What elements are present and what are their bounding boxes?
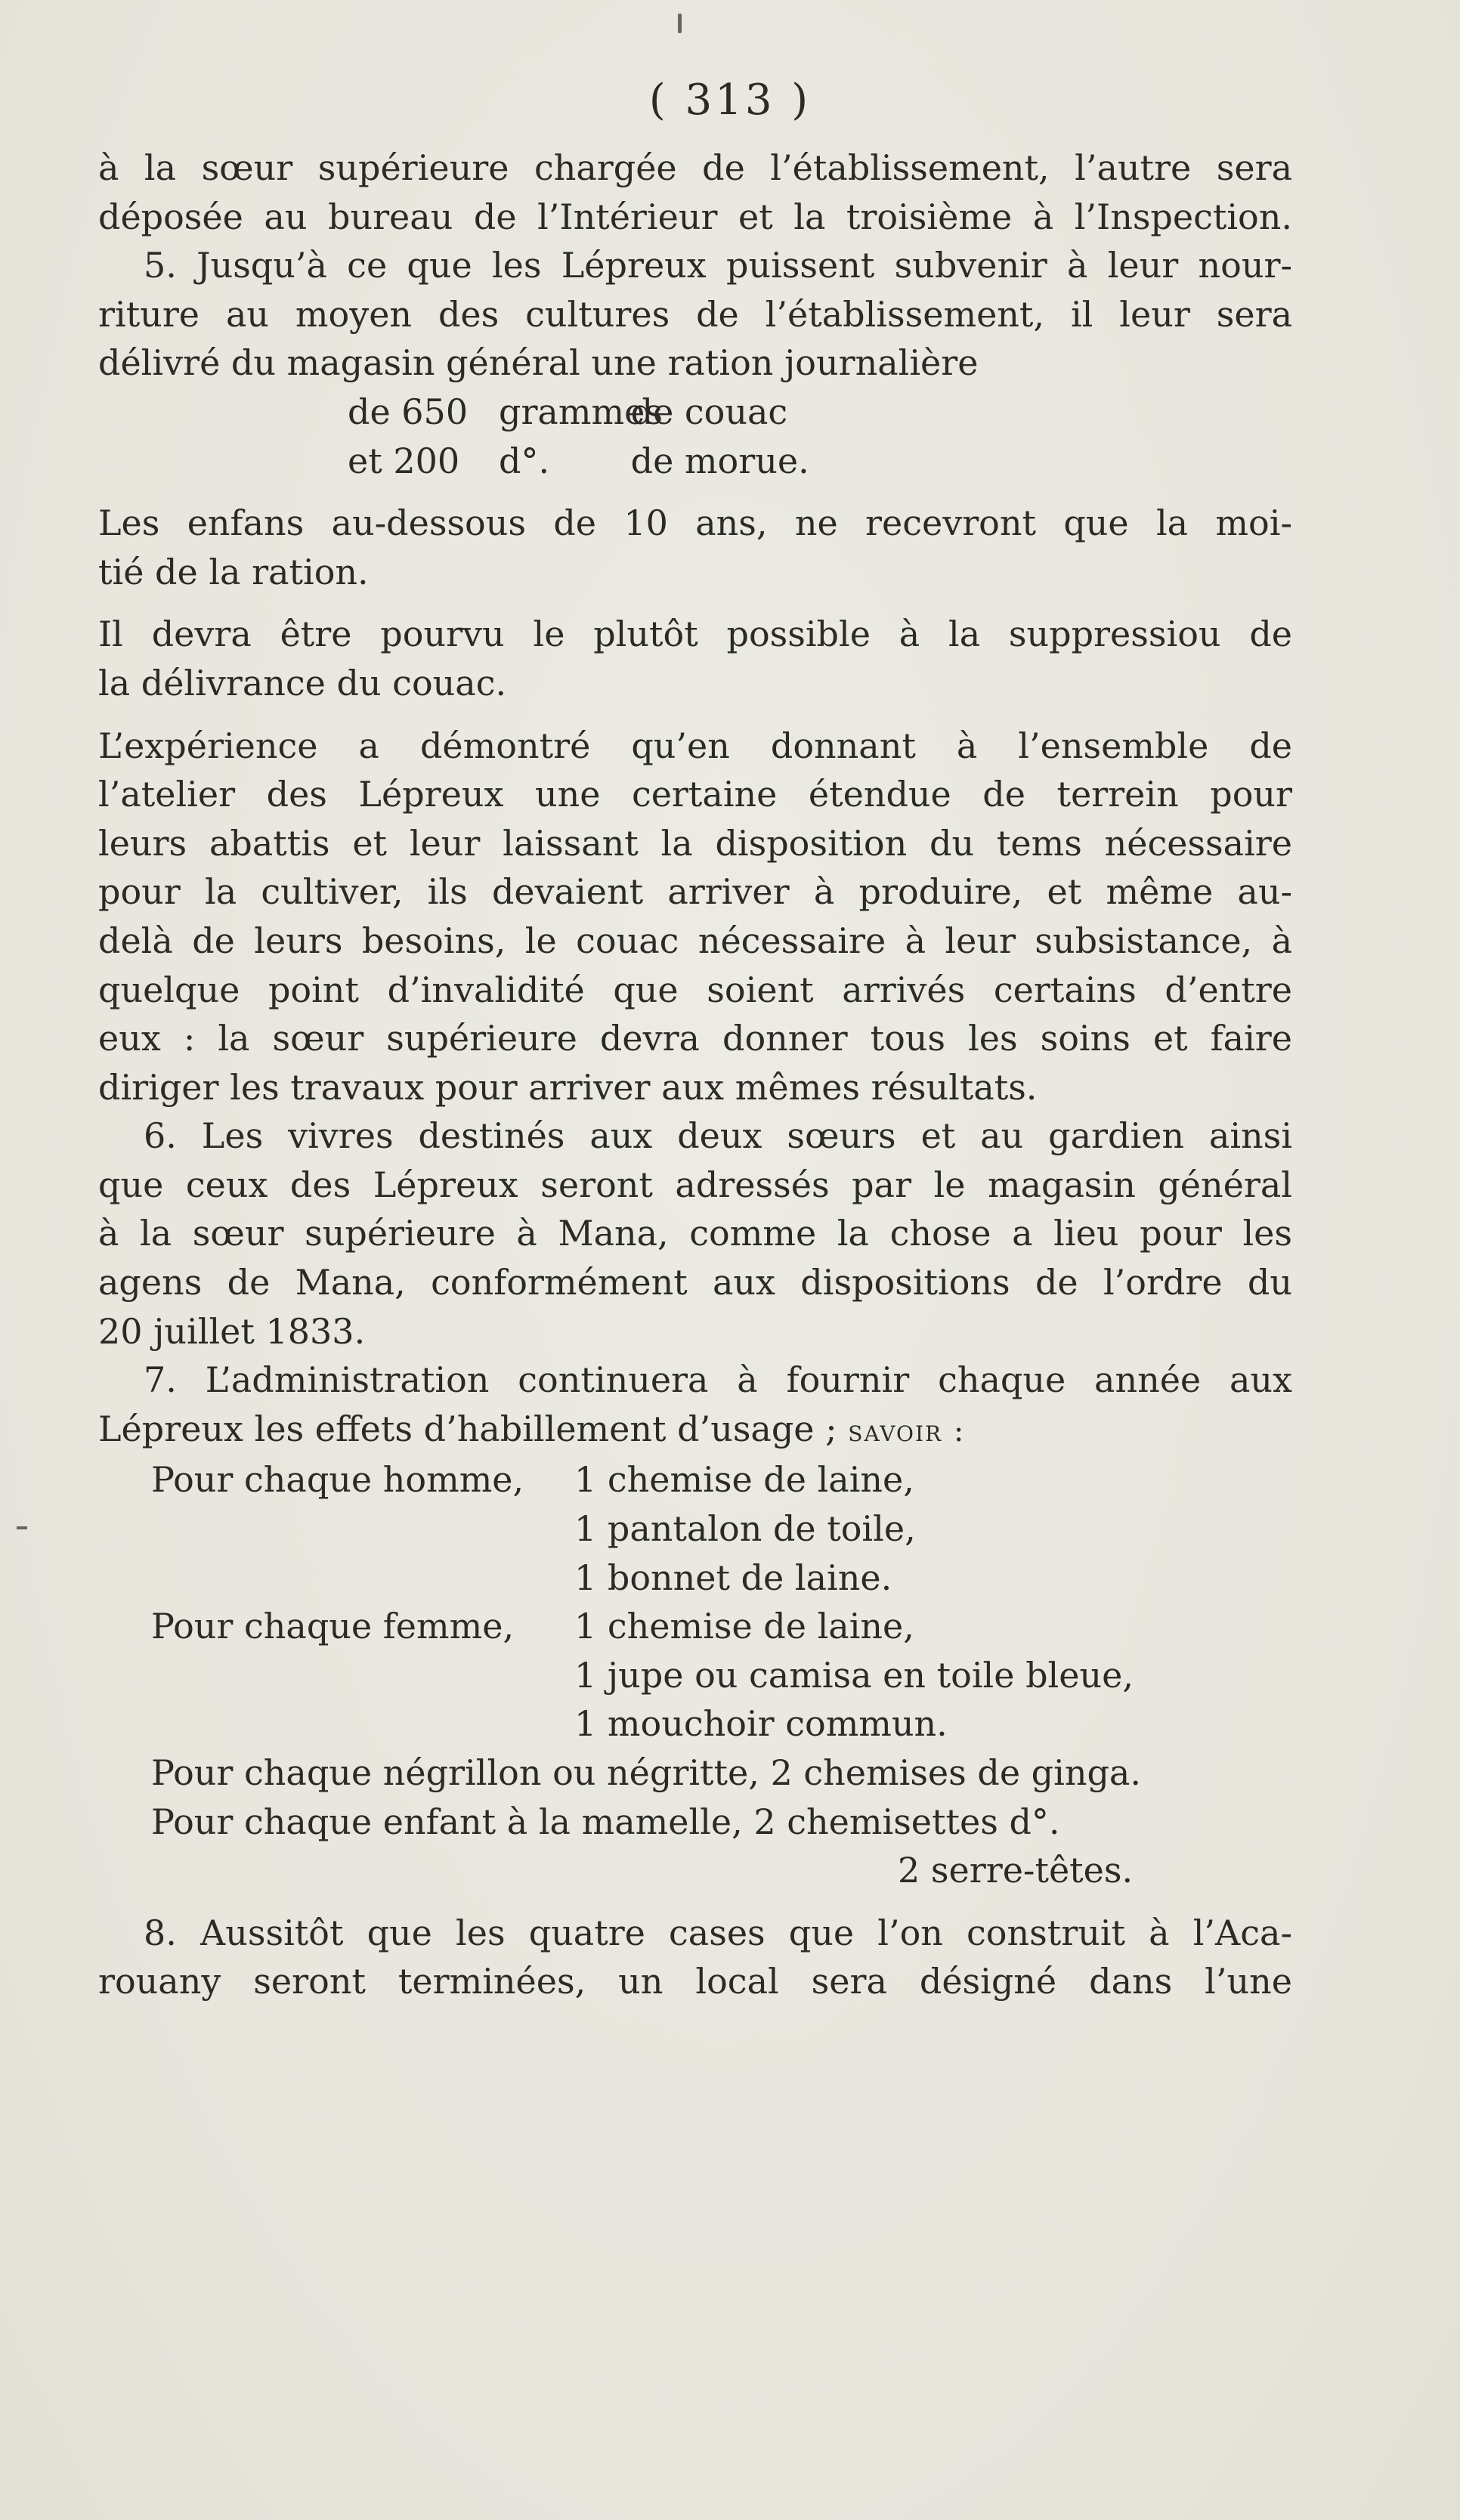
ration-unit: grammes	[499, 391, 663, 432]
paragraph-line: tié de la ration.	[98, 551, 369, 592]
clothing-item: 1 chemise de laine,	[574, 1606, 914, 1647]
article-8-line: 8. Aussitôt que les quatre cases que l’on construit à l’Aca-	[144, 1912, 1292, 1953]
text-line: à la sœur supérieure chargée de l’établissement, l’autre sera	[98, 147, 1292, 188]
ink-mark	[17, 1526, 27, 1529]
article-6-line: 20 juillet 1833.	[98, 1310, 366, 1352]
paragraph-line: Les enfans au-dessous de 10 ans, ne recevront que la moi-	[98, 502, 1292, 544]
article-7-text: Lépreux les effets d’habillement d’usage ;	[98, 1408, 837, 1449]
article-6-line: agens de Mana, conformément aux dispositions de l’ordre du	[98, 1262, 1292, 1303]
ration-item: de morue.	[630, 440, 809, 481]
article-5-line: 5. Jusqu’à ce que les Lépreux puissent subvenir à leur nour-	[144, 245, 1292, 286]
clothing-item: 1 pantalon de toile,	[574, 1508, 916, 1550]
recipient-label: Pour chaque homme,	[151, 1459, 524, 1501]
ration-quantity: de 650	[348, 391, 469, 432]
article-5-line: riture au moyen des cultures de l’établissement, il leur sera	[98, 293, 1292, 335]
page-text	[98, 144, 1292, 2006]
paragraph-line: Il devra être pourvu le plutôt possible à la suppressiou de	[98, 614, 1292, 655]
clothing-row	[151, 1602, 1292, 1651]
ration-unit: d°.	[499, 440, 550, 481]
clothing-list	[151, 1455, 1292, 1894]
paragraph-line: eux : la sœur supérieure devra donner tous les soins et faire	[98, 1018, 1292, 1059]
paragraph-line: pour la cultiver, ils devaient arriver à produire, et même au-	[98, 871, 1292, 913]
ration-item: de couac	[630, 391, 788, 432]
ink-mark	[678, 14, 682, 33]
article-6-line: que ceux des Lépreux seront adressés par le magasin général	[98, 1164, 1292, 1205]
article-5-line: délivré du magasin général une ration journalière	[98, 342, 979, 384]
page-number: ( 313 )	[648, 76, 812, 125]
article-6-line: à la sœur supérieure à Mana, comme la chose a lieu pour les	[98, 1213, 1292, 1254]
clothing-row: Pour chaque négrillon ou négritte, 2 chemises de ginga.	[151, 1752, 1141, 1793]
article-6-line: 6. Les vivres destinés aux deux sœurs et au gardien ainsi	[144, 1115, 1292, 1157]
clothing-row: Pour chaque enfant à la mamelle, 2 chemisettes d°.	[151, 1801, 1060, 1842]
text-line: déposée au bureau de l’Intérieur et la troisième à l’Inspection.	[98, 196, 1292, 237]
article-7-line	[98, 1405, 1292, 1456]
ration-table	[98, 388, 1292, 485]
savoir-label: savoir :	[848, 1413, 966, 1449]
paragraph-line: la délivrance du couac.	[98, 662, 507, 703]
paragraph-line: leurs abattis et leur laissant la disposition du tems nécessaire	[98, 822, 1292, 864]
clothing-item: 1 jupe ou camisa en toile bleue,	[574, 1654, 1134, 1696]
clothing-item: 1 mouchoir commun.	[574, 1703, 948, 1745]
article-8-line: rouany seront terminées, un local sera désigné dans l’une	[98, 1961, 1292, 2002]
ration-row	[98, 437, 1292, 486]
ration-quantity: et 200	[348, 440, 460, 481]
paragraph-line: delà de leurs besoins, le couac nécessaire à leur subsistance, à	[98, 920, 1292, 961]
clothing-item: 1 chemise de laine,	[574, 1459, 914, 1501]
clothing-item: 1 bonnet de laine.	[574, 1557, 892, 1598]
clothing-row	[151, 1455, 1292, 1504]
paragraph-line: diriger les travaux pour arriver aux mêmes résultats.	[98, 1066, 1038, 1108]
article-7-line: 7. L’administration continuera à fournir chaque année aux	[144, 1359, 1292, 1401]
paragraph-line: L’expérience a démontré qu’en donnant à l’ensemble de	[98, 725, 1292, 766]
recipient-label: Pour chaque femme,	[151, 1606, 515, 1647]
ration-row	[98, 388, 1292, 437]
paragraph-line: quelque point d’invalidité que soient arrivés certains d’entre	[98, 969, 1292, 1010]
paragraph-line: l’atelier des Lépreux une certaine étendue de terrein pour	[98, 774, 1292, 815]
clothing-item: 2 serre-têtes.	[898, 1850, 1134, 1891]
